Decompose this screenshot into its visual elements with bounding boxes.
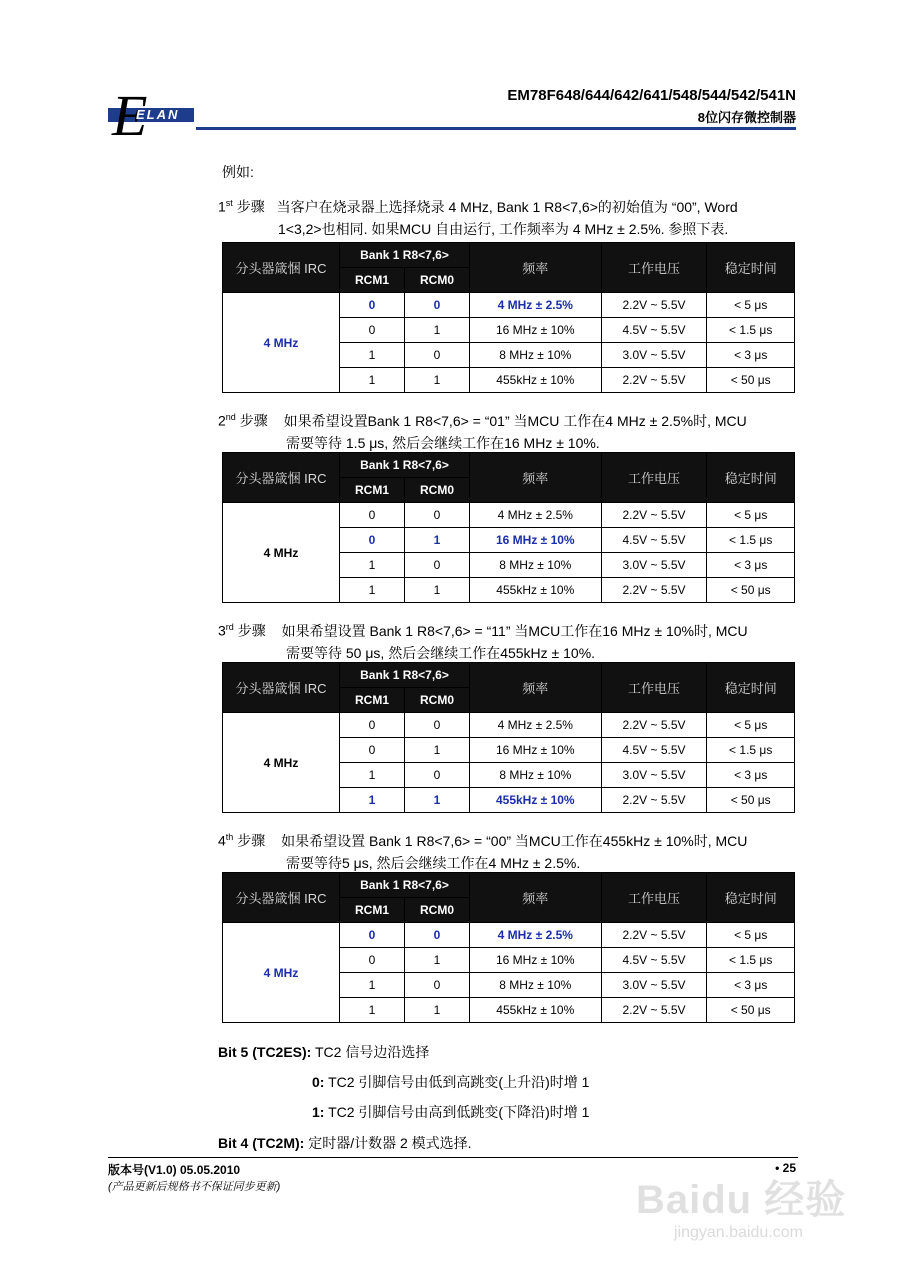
cell-rcm1: 0 <box>340 293 405 318</box>
col-bank-header: Bank 1 R8<7,6> <box>340 243 470 268</box>
col-rcm0-header: RCM0 <box>405 688 470 713</box>
table-row <box>223 293 795 318</box>
step-line2: 需要等待5 μs, 然后会继续工作在4 MHz ± 2.5%. <box>286 854 581 871</box>
col-freq-header: 频率 <box>470 873 602 923</box>
cell-rcm0: 0 <box>405 293 470 318</box>
baidu-watermark <box>636 1168 856 1268</box>
footer-version: 版本号(V1.0) 05.05.2010 <box>108 1163 241 1177</box>
cell-rcm0: 0 <box>405 713 470 738</box>
intro-text: 例如: <box>222 164 254 180</box>
col-freq-header: 频率 <box>470 663 602 713</box>
cell-volt: 2.2V ~ 5.5V <box>601 788 707 813</box>
col-freq-header: 频率 <box>470 243 602 293</box>
col-rcm1-header: RCM1 <box>340 688 405 713</box>
cell-volt: 3.0V ~ 5.5V <box>601 973 707 998</box>
cell-stable: < 1.5 μs <box>707 738 795 763</box>
table-row <box>223 503 795 528</box>
cell-volt: 2.2V ~ 5.5V <box>601 998 707 1023</box>
bit5-option-0 <box>312 1072 589 1092</box>
irc-freq: 4 MHz <box>223 923 340 1023</box>
step-3 <box>218 616 748 664</box>
cell-rcm1: 1 <box>340 763 405 788</box>
cell-rcm0: 1 <box>405 998 470 1023</box>
cell-freq: 4 MHz ± 2.5% <box>470 503 602 528</box>
logo-text: ELAN <box>136 107 180 122</box>
step-4 <box>218 826 747 874</box>
cell-volt: 4.5V ~ 5.5V <box>601 948 707 973</box>
page-title: EM78F648/644/642/641/548/544/542/541N <box>507 87 796 104</box>
cell-freq: 4 MHz ± 2.5% <box>470 923 602 948</box>
cell-freq: 16 MHz ± 10% <box>470 738 602 763</box>
col-stable-header: 稳定时间 <box>707 873 795 923</box>
cell-rcm0: 1 <box>405 738 470 763</box>
header-rule <box>196 127 796 130</box>
cell-volt: 3.0V ~ 5.5V <box>601 553 707 578</box>
table-row <box>223 713 795 738</box>
bit4-text: 定时器/计数器 2 模式选择. <box>308 1135 472 1151</box>
option-label: 0: <box>312 1074 325 1090</box>
irc-table-1 <box>222 242 795 393</box>
bit5-text: TC2 信号边沿选择 <box>314 1044 430 1060</box>
cell-stable: < 1.5 μs <box>707 948 795 973</box>
cell-freq: 455kHz ± 10% <box>470 998 602 1023</box>
cell-rcm1: 0 <box>340 713 405 738</box>
cell-rcm1: 1 <box>340 998 405 1023</box>
col-irc-header: 分头器箴悃 IRC <box>223 663 340 713</box>
cell-stable: < 50 μs <box>707 368 795 393</box>
step-2 <box>218 406 747 454</box>
cell-rcm0: 0 <box>405 973 470 998</box>
cell-freq: 16 MHz ± 10% <box>470 948 602 973</box>
col-bank-header: Bank 1 R8<7,6> <box>340 453 470 478</box>
col-rcm0-header: RCM0 <box>405 268 470 293</box>
cell-volt: 4.5V ~ 5.5V <box>601 738 707 763</box>
col-stable-header: 稳定时间 <box>707 453 795 503</box>
cell-rcm0: 1 <box>405 368 470 393</box>
cell-freq: 8 MHz ± 10% <box>470 763 602 788</box>
col-rcm1-header: RCM1 <box>340 898 405 923</box>
cell-stable: < 3 μs <box>707 343 795 368</box>
cell-rcm1: 0 <box>340 503 405 528</box>
cell-rcm1: 1 <box>340 578 405 603</box>
cell-volt: 3.0V ~ 5.5V <box>601 763 707 788</box>
table-row <box>223 923 795 948</box>
cell-rcm0: 0 <box>405 343 470 368</box>
step-line1: 如果希望设置 Bank 1 R8<7,6> = “11” 当MCU工作在16 MHz ± 10%时, MCU <box>281 622 748 639</box>
cell-rcm0: 0 <box>405 763 470 788</box>
step-line2: 需要等待 1.5 μs, 然后会继续工作在16 MHz ± 10%. <box>286 434 600 451</box>
col-rcm1-header: RCM1 <box>340 478 405 503</box>
cell-freq: 4 MHz ± 2.5% <box>470 293 602 318</box>
step-line2: 1<3,2>也相同. 如果MCU 自由运行, 工作频率为 4 MHz ± 2.5%. 参照下表. <box>278 220 729 237</box>
col-irc-header: 分头器箴悃 IRC <box>223 873 340 923</box>
cell-freq: 16 MHz ± 10% <box>470 528 602 553</box>
step-line2: 需要等待 50 μs, 然后会继续工作在455kHz ± 10%. <box>286 644 596 661</box>
cell-stable: < 50 μs <box>707 998 795 1023</box>
option-text: TC2 引脚信号由低到高跳变(上升沿)时增 1 <box>328 1074 590 1090</box>
step-label: 3rd 步骤 <box>218 622 266 639</box>
cell-freq: 16 MHz ± 10% <box>470 318 602 343</box>
col-volt-header: 工作电压 <box>601 243 707 293</box>
bit5-line <box>218 1042 429 1062</box>
cell-stable: < 5 μs <box>707 503 795 528</box>
step-label: 2nd 步骤 <box>218 412 268 429</box>
watermark-main: Baidu 经验 <box>636 1178 847 1222</box>
cell-rcm0: 1 <box>405 578 470 603</box>
cell-freq: 8 MHz ± 10% <box>470 973 602 998</box>
col-irc-header: 分头器箴悃 IRC <box>223 243 340 293</box>
col-stable-header: 稳定时间 <box>707 663 795 713</box>
cell-volt: 2.2V ~ 5.5V <box>601 368 707 393</box>
cell-rcm1: 0 <box>340 948 405 973</box>
cell-rcm0: 1 <box>405 528 470 553</box>
col-rcm0-header: RCM0 <box>405 478 470 503</box>
cell-freq: 455kHz ± 10% <box>470 368 602 393</box>
cell-stable: < 50 μs <box>707 788 795 813</box>
cell-freq: 8 MHz ± 10% <box>470 553 602 578</box>
cell-rcm1: 1 <box>340 343 405 368</box>
cell-volt: 2.2V ~ 5.5V <box>601 578 707 603</box>
col-stable-header: 稳定时间 <box>707 243 795 293</box>
page-number: • 25 <box>775 1161 796 1175</box>
cell-freq: 8 MHz ± 10% <box>470 343 602 368</box>
irc-freq: 4 MHz <box>223 713 340 813</box>
cell-rcm1: 0 <box>340 318 405 343</box>
cell-freq: 4 MHz ± 2.5% <box>470 713 602 738</box>
cell-rcm0: 0 <box>405 553 470 578</box>
cell-rcm0: 0 <box>405 923 470 948</box>
cell-rcm1: 1 <box>340 553 405 578</box>
footer-rule <box>108 1157 798 1158</box>
cell-rcm1: 0 <box>340 528 405 553</box>
step-line1: 当客户在烧录器上选择烧录 4 MHz, Bank 1 R8<7,6>的初始值为 “00”, Word <box>276 198 738 215</box>
col-volt-header: 工作电压 <box>601 663 707 713</box>
page-subtitle: 8位闪存微控制器 <box>697 110 796 125</box>
irc-freq: 4 MHz <box>223 503 340 603</box>
bit4-line <box>218 1133 472 1153</box>
step-label: 1st 步骤 <box>218 198 265 215</box>
col-rcm1-header: RCM1 <box>340 268 405 293</box>
elan-logo <box>108 83 198 148</box>
irc-table-4 <box>222 872 795 1023</box>
cell-freq: 455kHz ± 10% <box>470 788 602 813</box>
cell-rcm0: 1 <box>405 318 470 343</box>
cell-rcm1: 0 <box>340 738 405 763</box>
cell-stable: < 3 μs <box>707 973 795 998</box>
cell-rcm0: 0 <box>405 503 470 528</box>
cell-stable: < 1.5 μs <box>707 318 795 343</box>
cell-volt: 3.0V ~ 5.5V <box>601 343 707 368</box>
cell-rcm1: 0 <box>340 923 405 948</box>
col-volt-header: 工作电压 <box>601 453 707 503</box>
step-line1: 如果希望设置 Bank 1 R8<7,6> = “00” 当MCU工作在455kHz ± 10%时, MCU <box>281 832 748 849</box>
cell-freq: 455kHz ± 10% <box>470 578 602 603</box>
cell-volt: 2.2V ~ 5.5V <box>601 293 707 318</box>
step-label: 4th 步骤 <box>218 832 266 849</box>
cell-rcm1: 1 <box>340 368 405 393</box>
cell-stable: < 3 μs <box>707 553 795 578</box>
col-rcm0-header: RCM0 <box>405 898 470 923</box>
cell-stable: < 5 μs <box>707 923 795 948</box>
irc-table-3 <box>222 662 795 813</box>
cell-volt: 2.2V ~ 5.5V <box>601 923 707 948</box>
step-line1: 如果希望设置Bank 1 R8<7,6> = “01” 当MCU 工作在4 MHz ± 2.5%时, MCU <box>283 412 747 429</box>
option-label: 1: <box>312 1104 325 1120</box>
option-text: TC2 引脚信号由高到低跳变(下降沿)时增 1 <box>328 1104 590 1120</box>
cell-volt: 2.2V ~ 5.5V <box>601 713 707 738</box>
cell-stable: < 5 μs <box>707 293 795 318</box>
watermark-url: jingyan.baidu.com <box>674 1224 803 1241</box>
cell-volt: 4.5V ~ 5.5V <box>601 318 707 343</box>
cell-stable: < 5 μs <box>707 713 795 738</box>
cell-stable: < 3 μs <box>707 763 795 788</box>
cell-volt: 2.2V ~ 5.5V <box>601 503 707 528</box>
col-volt-header: 工作电压 <box>601 873 707 923</box>
col-irc-header: 分头器箴悃 IRC <box>223 453 340 503</box>
step-1 <box>218 192 738 240</box>
cell-stable: < 50 μs <box>707 578 795 603</box>
col-freq-header: 频率 <box>470 453 602 503</box>
cell-stable: < 1.5 μs <box>707 528 795 553</box>
bit4-label: Bit 4 (TC2M): <box>218 1135 305 1151</box>
cell-rcm1: 1 <box>340 973 405 998</box>
bit5-option-1 <box>312 1102 589 1122</box>
col-bank-header: Bank 1 R8<7,6> <box>340 663 470 688</box>
irc-table-2 <box>222 452 795 603</box>
footer-note: (产品更新后规格书不保证同步更新) <box>108 1181 281 1193</box>
bit5-label: Bit 5 (TC2ES): <box>218 1044 312 1060</box>
col-bank-header: Bank 1 R8<7,6> <box>340 873 470 898</box>
irc-freq: 4 MHz <box>223 293 340 393</box>
cell-rcm1: 1 <box>340 788 405 813</box>
cell-volt: 4.5V ~ 5.5V <box>601 528 707 553</box>
logo-e: E <box>112 83 148 148</box>
cell-rcm0: 1 <box>405 788 470 813</box>
cell-rcm0: 1 <box>405 948 470 973</box>
